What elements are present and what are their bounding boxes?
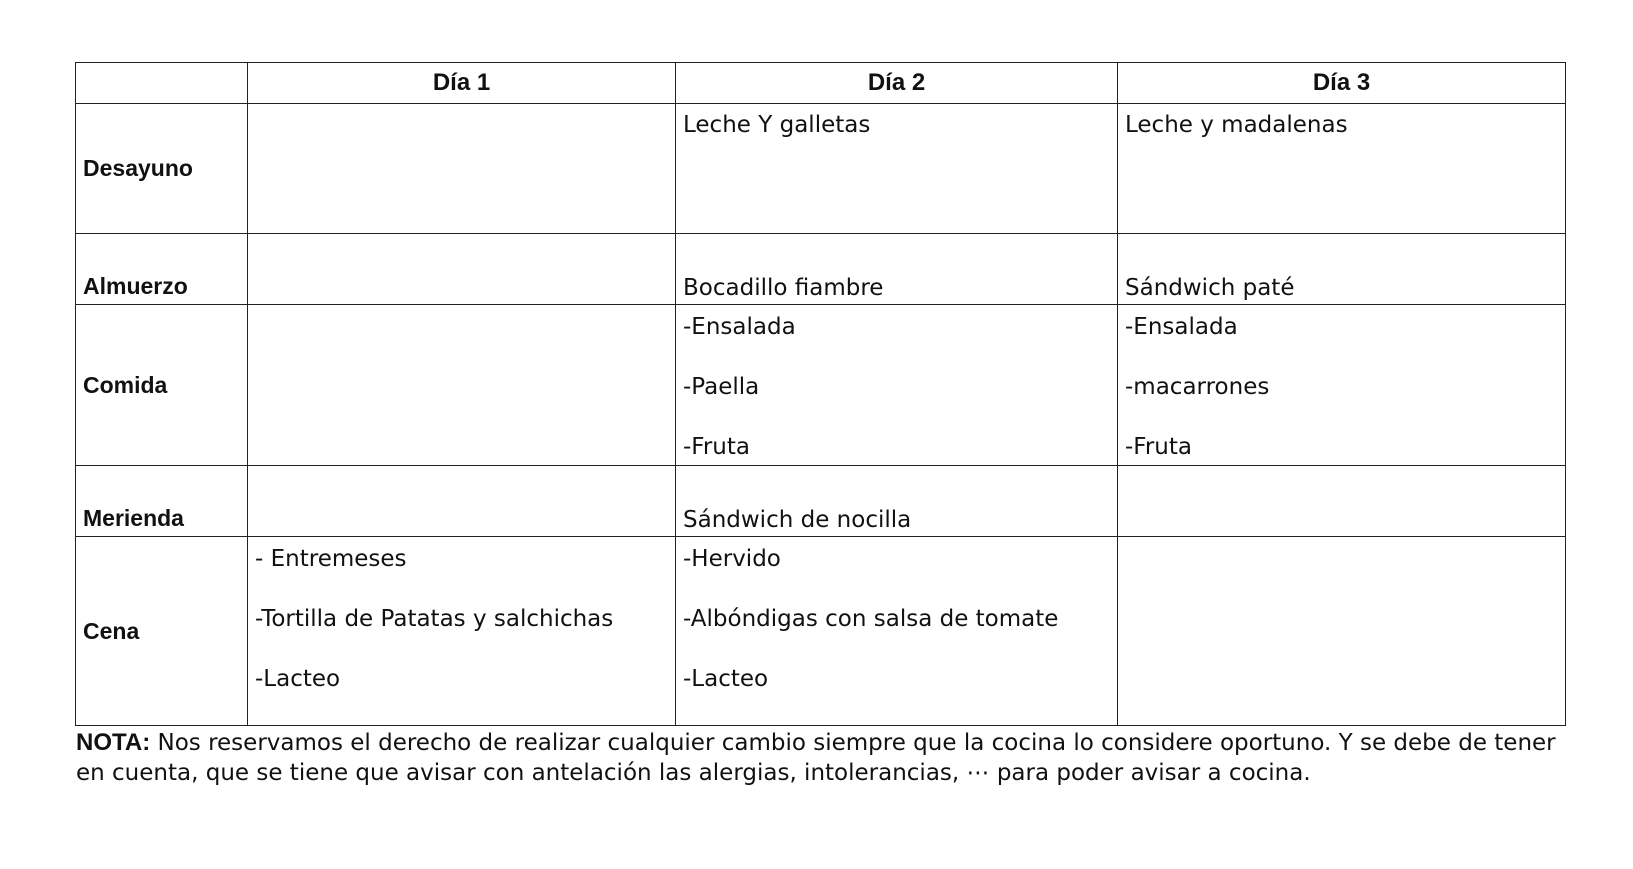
cell-almuerzo-day-2 — [676, 234, 1118, 305]
meal-plan-table — [75, 62, 1566, 726]
meal-item: -Ensalada — [1125, 314, 1238, 340]
row-desayuno — [76, 104, 1566, 234]
row-label-cena: Cena — [76, 537, 248, 726]
row-label-almuerzo: Almuerzo — [76, 234, 248, 305]
row-merienda — [76, 466, 1566, 537]
cell-cena-day-3 — [1118, 537, 1566, 726]
meal-item: -Fruta — [683, 434, 751, 460]
meal-item: Sándwich paté — [1125, 275, 1295, 301]
meal-item: Sándwich de nocilla — [683, 507, 912, 533]
meal-item: -Ensalada — [683, 314, 796, 340]
cell-comida-day-2 — [676, 305, 1118, 466]
meal-item: -Fruta — [1125, 434, 1193, 460]
cell-comida-day-3 — [1118, 305, 1566, 466]
meal-item: -macarrones — [1125, 374, 1270, 400]
cell-almuerzo-day-1 — [248, 234, 676, 305]
corner-cell — [76, 63, 248, 104]
meal-item: Leche y madalenas — [1125, 112, 1348, 138]
header-row — [76, 63, 1566, 104]
cell-desayuno-day-1 — [248, 104, 676, 234]
row-comida — [76, 305, 1566, 466]
meal-item: Leche Y galletas — [683, 112, 871, 138]
header-day-2: Día 2 — [676, 63, 1118, 104]
row-cena — [76, 537, 1566, 726]
cell-comida-day-1 — [248, 305, 676, 466]
cell-cena-day-2 — [676, 537, 1118, 726]
cell-merienda-day-1 — [248, 466, 676, 537]
cell-desayuno-day-2 — [676, 104, 1118, 234]
cell-cena-day-1 — [248, 537, 676, 726]
meal-item: - Entremeses — [255, 546, 407, 572]
note-text: Nos reservamos el derecho de realizar cualquier cambio siempre que la cocina lo considere oportuno. Y se debe de tener en cuenta, que se tiene que avisar con antelación las alergias, intolerancias, ⋯ para poder avisar a cocina. — [76, 730, 1556, 786]
cell-almuerzo-day-3 — [1118, 234, 1566, 305]
row-label-comida: Comida — [76, 305, 248, 466]
row-label-desayuno: Desayuno — [76, 104, 248, 234]
cell-merienda-day-2 — [676, 466, 1118, 537]
meal-item: -Lacteo — [255, 666, 341, 692]
note-label: NOTA: — [76, 729, 151, 756]
meal-item: -Albóndigas con salsa de tomate — [683, 606, 1059, 632]
row-almuerzo — [76, 234, 1566, 305]
note-paragraph — [76, 728, 1576, 788]
meal-item: -Lacteo — [683, 666, 769, 692]
meal-item: Bocadillo fiambre — [683, 275, 884, 301]
header-day-1: Día 1 — [248, 63, 676, 104]
meal-item: -Hervido — [683, 546, 781, 572]
header-day-3: Día 3 — [1118, 63, 1566, 104]
cell-desayuno-day-3 — [1118, 104, 1566, 234]
row-label-merienda: Merienda — [76, 466, 248, 537]
meal-item: -Tortilla de Patatas y salchichas — [255, 606, 614, 632]
cell-merienda-day-3 — [1118, 466, 1566, 537]
meal-item: -Paella — [683, 374, 760, 400]
